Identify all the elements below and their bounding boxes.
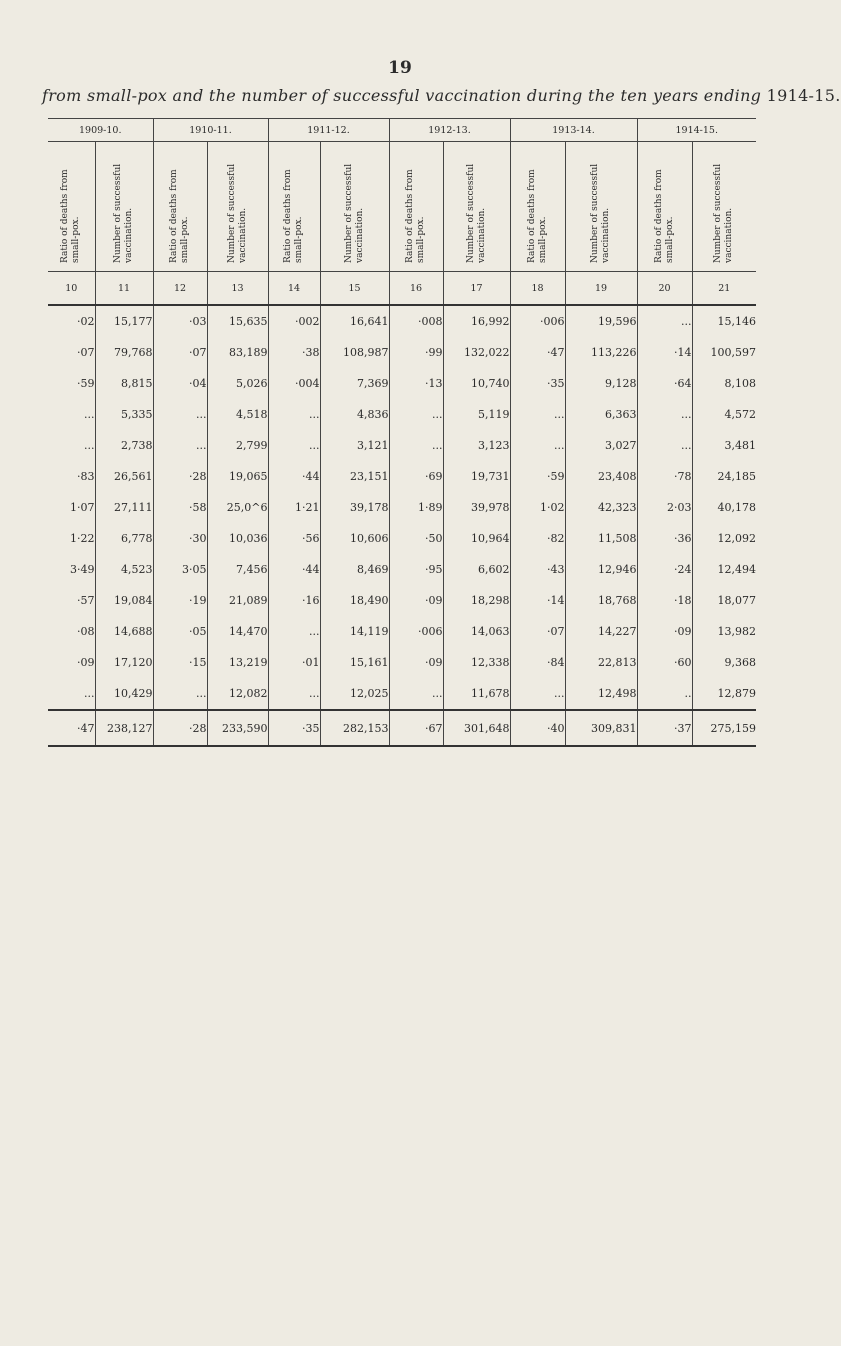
table-cell: ·07 (510, 616, 565, 647)
table-cell: 3,121 (320, 430, 389, 461)
column-number: 15 (320, 272, 389, 306)
table-cell: 23,408 (565, 461, 637, 492)
table-cell: ·008 (389, 305, 443, 337)
table-cell: 8,815 (95, 368, 153, 399)
table-row (48, 492, 756, 523)
table-row (48, 305, 756, 337)
table-cell: ·16 (268, 585, 320, 616)
table-cell: 12,494 (692, 554, 756, 585)
table-cell: ·09 (77, 656, 95, 669)
table-cell: ·82 (510, 523, 565, 554)
column-number: 14 (268, 272, 320, 306)
table-cell: ... (389, 430, 443, 461)
table-cell: ·08 (77, 625, 95, 638)
total-cell: ·37 (637, 710, 692, 746)
table-body (48, 305, 756, 710)
page-title (42, 86, 841, 105)
table-cell: 27,111 (95, 492, 153, 523)
number-label-cell (443, 142, 510, 272)
table-cell: ·56 (268, 523, 320, 554)
table-cell: ... (84, 408, 95, 421)
table-row (48, 678, 756, 710)
number-label-cell (692, 142, 756, 272)
table-cell: 9,128 (565, 368, 637, 399)
table-cell: ·36 (637, 523, 692, 554)
table-cell: 5,119 (443, 399, 510, 430)
table-cell: ·14 (510, 585, 565, 616)
table-cell: 6,602 (443, 554, 510, 585)
table-cell: 14,688 (95, 616, 153, 647)
table-row (48, 523, 756, 554)
table-cell: 24,185 (692, 461, 756, 492)
table-cell: ·006 (510, 305, 565, 337)
year-header: 1911-12. (268, 119, 389, 142)
year-header: 1909-10. (48, 119, 153, 142)
ratio-label-cell (389, 142, 443, 272)
number-label: Number of successful vaccination. (465, 163, 487, 263)
table-cell: ·09 (637, 616, 692, 647)
table-cell: ·13 (389, 368, 443, 399)
table-cell: 3·05 (153, 554, 207, 585)
table-cell: 4,518 (207, 399, 268, 430)
column-number: 12 (153, 272, 207, 306)
table-cell: .. (637, 678, 692, 710)
table-cell: 13,982 (692, 616, 756, 647)
table-cell: 2·03 (637, 492, 692, 523)
table-cell: ·05 (153, 616, 207, 647)
number-label: Number of successful vaccination. (590, 163, 611, 263)
number-label: Number of successful vaccination. (226, 163, 248, 263)
column-number: 17 (443, 272, 510, 306)
table-cell: 12,338 (443, 647, 510, 678)
table-cell: 108,987 (320, 337, 389, 368)
total-cell: ·35 (268, 710, 320, 746)
table-cell: 15,161 (320, 647, 389, 678)
table-cell: 23,151 (320, 461, 389, 492)
table-cell: ·84 (510, 647, 565, 678)
table-cell: ·60 (637, 647, 692, 678)
table-cell: ·30 (153, 523, 207, 554)
page-title-text: from small-pox and the number of successful vaccination during the ten years ending (42, 86, 762, 105)
number-label: Number of successful vaccination. (343, 163, 365, 263)
table-cell: ·44 (268, 461, 320, 492)
table-cell: 12,092 (692, 523, 756, 554)
number-label-cell (565, 142, 637, 272)
ratio-label: Ratio of deaths from small-pox. (526, 168, 548, 263)
ratio-label-cell (48, 142, 95, 272)
table-cell: 2,799 (207, 430, 268, 461)
ratio-label-cell (637, 142, 692, 272)
table-cell: 16,992 (443, 305, 510, 337)
table-cell: ·47 (510, 337, 565, 368)
table-row (48, 461, 756, 492)
table-cell: ·99 (389, 337, 443, 368)
table-cell: ... (153, 399, 207, 430)
table-cell: 19,596 (565, 305, 637, 337)
ratio-label: Ratio of deaths from small-pox. (60, 168, 82, 263)
number-label-cell (320, 142, 389, 272)
table-cell: 1·02 (510, 492, 565, 523)
total-cell: 282,153 (320, 710, 389, 746)
table-cell: 39,178 (320, 492, 389, 523)
table-cell: ·04 (153, 368, 207, 399)
vaccination-table (48, 118, 756, 747)
table-cell: 19,084 (95, 585, 153, 616)
total-cell: 275,159 (692, 710, 756, 746)
table-cell: ... (268, 616, 320, 647)
column-number: 13 (207, 272, 268, 306)
table-cell: ·004 (268, 368, 320, 399)
total-cell: 301,648 (443, 710, 510, 746)
total-cell: 309,831 (565, 710, 637, 746)
table-cell: ... (153, 430, 207, 461)
table-row (48, 647, 756, 678)
table-cell: 3,123 (443, 430, 510, 461)
ratio-label: Ratio of deaths from small-pox. (653, 168, 675, 263)
table-cell: 14,119 (320, 616, 389, 647)
ratio-label: Ratio of deaths from small-pox. (283, 168, 304, 263)
column-number-row (48, 272, 756, 306)
table-cell: ·14 (637, 337, 692, 368)
table-cell: 22,813 (565, 647, 637, 678)
table-row (48, 430, 756, 461)
table-cell: ... (389, 678, 443, 710)
total-cell: 238,127 (95, 710, 153, 746)
table-cell: 1·21 (268, 492, 320, 523)
year-header-row (48, 119, 756, 142)
table-cell: ... (84, 687, 95, 700)
table-cell: 10,606 (320, 523, 389, 554)
table-cell: ·03 (153, 305, 207, 337)
table-cell: 5,335 (95, 399, 153, 430)
table-cell: 12,498 (565, 678, 637, 710)
column-number: 19 (565, 272, 637, 306)
table-cell: 10,964 (443, 523, 510, 554)
table-cell: 3·49 (70, 563, 95, 576)
table-cell: 18,298 (443, 585, 510, 616)
table-cell: 14,227 (565, 616, 637, 647)
table-cell: 12,879 (692, 678, 756, 710)
table-cell: ... (389, 399, 443, 430)
table-cell: ... (268, 399, 320, 430)
table-row (48, 554, 756, 585)
column-number: 11 (95, 272, 153, 306)
table-row (48, 399, 756, 430)
table-cell: ·57 (77, 594, 95, 607)
year-header: 1910-11. (153, 119, 268, 142)
table-cell: 8,469 (320, 554, 389, 585)
total-cell: ·28 (153, 710, 207, 746)
table-cell: 16,641 (320, 305, 389, 337)
table-cell: 83,189 (207, 337, 268, 368)
table-cell: 6,778 (95, 523, 153, 554)
table-cell: 10,429 (95, 678, 153, 710)
table-cell: 21,089 (207, 585, 268, 616)
table-cell: 6,363 (565, 399, 637, 430)
number-label: Number of successful vaccination. (113, 163, 134, 263)
ratio-label-cell (268, 142, 320, 272)
table-cell: ·44 (268, 554, 320, 585)
table-cell: ·19 (153, 585, 207, 616)
column-number: 21 (692, 272, 756, 306)
table-cell: ·18 (637, 585, 692, 616)
table-cell: ·43 (510, 554, 565, 585)
column-number: 16 (389, 272, 443, 306)
table-cell: 18,490 (320, 585, 389, 616)
table-cell: 14,063 (443, 616, 510, 647)
table-cell: 10,036 (207, 523, 268, 554)
table-cell: 7,369 (320, 368, 389, 399)
table-cell: 42,323 (565, 492, 637, 523)
table-cell: 1·22 (70, 532, 95, 545)
column-number: 18 (510, 272, 565, 306)
table-cell: ... (510, 399, 565, 430)
table-cell: 15,177 (95, 305, 153, 337)
column-label-row (48, 142, 756, 272)
table-cell: 18,077 (692, 585, 756, 616)
table-cell: 18,768 (565, 585, 637, 616)
table-cell: 4,523 (95, 554, 153, 585)
table-cell: ... (637, 305, 692, 337)
table-cell: 3,027 (565, 430, 637, 461)
table-cell: ·38 (268, 337, 320, 368)
year-header: 1912-13. (389, 119, 510, 142)
table-cell: 79,768 (95, 337, 153, 368)
table-cell: ·59 (510, 461, 565, 492)
table-cell: ·95 (389, 554, 443, 585)
page-number: 19 (388, 58, 412, 78)
table-cell: ·50 (389, 523, 443, 554)
table-cell: ·69 (389, 461, 443, 492)
number-label: Number of successful vaccination. (713, 163, 735, 263)
number-label-cell (95, 142, 153, 272)
table-cell: ·24 (637, 554, 692, 585)
table-cell: 10,740 (443, 368, 510, 399)
table-cell: ... (84, 439, 95, 452)
table-cell: ... (268, 678, 320, 710)
table-cell: 26,561 (95, 461, 153, 492)
table-cell: 4,572 (692, 399, 756, 430)
table-cell: 7,456 (207, 554, 268, 585)
table-cell: 11,508 (565, 523, 637, 554)
table-cell: 39,978 (443, 492, 510, 523)
total-cell: ·40 (510, 710, 565, 746)
ratio-label: Ratio of deaths from small-pox. (405, 168, 426, 263)
table-cell: ... (510, 430, 565, 461)
table-cell: ·15 (153, 647, 207, 678)
number-label-cell (207, 142, 268, 272)
table-row (48, 585, 756, 616)
table-cell: ·002 (268, 305, 320, 337)
table-cell: 11,678 (443, 678, 510, 710)
table-cell: ·09 (389, 585, 443, 616)
totals-row (48, 710, 756, 746)
ratio-label-cell (153, 142, 207, 272)
table-cell: ·64 (637, 368, 692, 399)
table-cell: ·83 (77, 470, 95, 483)
table-cell: 12,082 (207, 678, 268, 710)
table-cell: ... (637, 399, 692, 430)
table-cell: 5,026 (207, 368, 268, 399)
table-cell: ·006 (389, 616, 443, 647)
table-cell: ·35 (510, 368, 565, 399)
table-cell: 4,836 (320, 399, 389, 430)
table-cell: 15,635 (207, 305, 268, 337)
total-cell: 233,590 (207, 710, 268, 746)
table-cell: 1·89 (389, 492, 443, 523)
table-cell: 17,120 (95, 647, 153, 678)
table-cell: 12,946 (565, 554, 637, 585)
table-cell: ... (153, 678, 207, 710)
column-number: 20 (637, 272, 692, 306)
table-cell: 14,470 (207, 616, 268, 647)
table-cell: 40,178 (692, 492, 756, 523)
table-cell: 13,219 (207, 647, 268, 678)
year-header: 1914-15. (637, 119, 756, 142)
table-cell: 113,226 (565, 337, 637, 368)
table-cell: 19,065 (207, 461, 268, 492)
table-cell: 2,738 (95, 430, 153, 461)
table-cell: 12,025 (320, 678, 389, 710)
table-cell: 19,731 (443, 461, 510, 492)
table-cell: 9,368 (692, 647, 756, 678)
table-cell: ·28 (153, 461, 207, 492)
table-cell: ·09 (389, 647, 443, 678)
table-cell: ... (637, 430, 692, 461)
table-cell: ·07 (77, 346, 95, 359)
table-cell: 132,022 (443, 337, 510, 368)
column-number: 10 (48, 272, 95, 306)
table-cell: ·01 (268, 647, 320, 678)
table-cell: 15,146 (692, 305, 756, 337)
table-cell: ·07 (153, 337, 207, 368)
total-cell: ·47 (48, 710, 95, 746)
year-header: 1913-14. (510, 119, 637, 142)
table-cell: ... (510, 678, 565, 710)
table-cell: 1·07 (70, 501, 95, 514)
table-cell: 100,597 (692, 337, 756, 368)
table-row (48, 616, 756, 647)
table-row (48, 337, 756, 368)
table-cell: ·59 (77, 377, 95, 390)
table-cell: ·78 (637, 461, 692, 492)
table-cell: 25,0^6 (207, 492, 268, 523)
table-row (48, 368, 756, 399)
table-cell: ·02 (77, 315, 95, 328)
ratio-label-cell (510, 142, 565, 272)
table-cell: ·58 (153, 492, 207, 523)
total-cell: ·67 (389, 710, 443, 746)
table-cell: 3,481 (692, 430, 756, 461)
table-cell: 8,108 (692, 368, 756, 399)
ratio-label: Ratio of deaths from small-pox. (169, 168, 190, 263)
table-cell: ... (268, 430, 320, 461)
page-title-year: 1914-15. (766, 86, 841, 105)
